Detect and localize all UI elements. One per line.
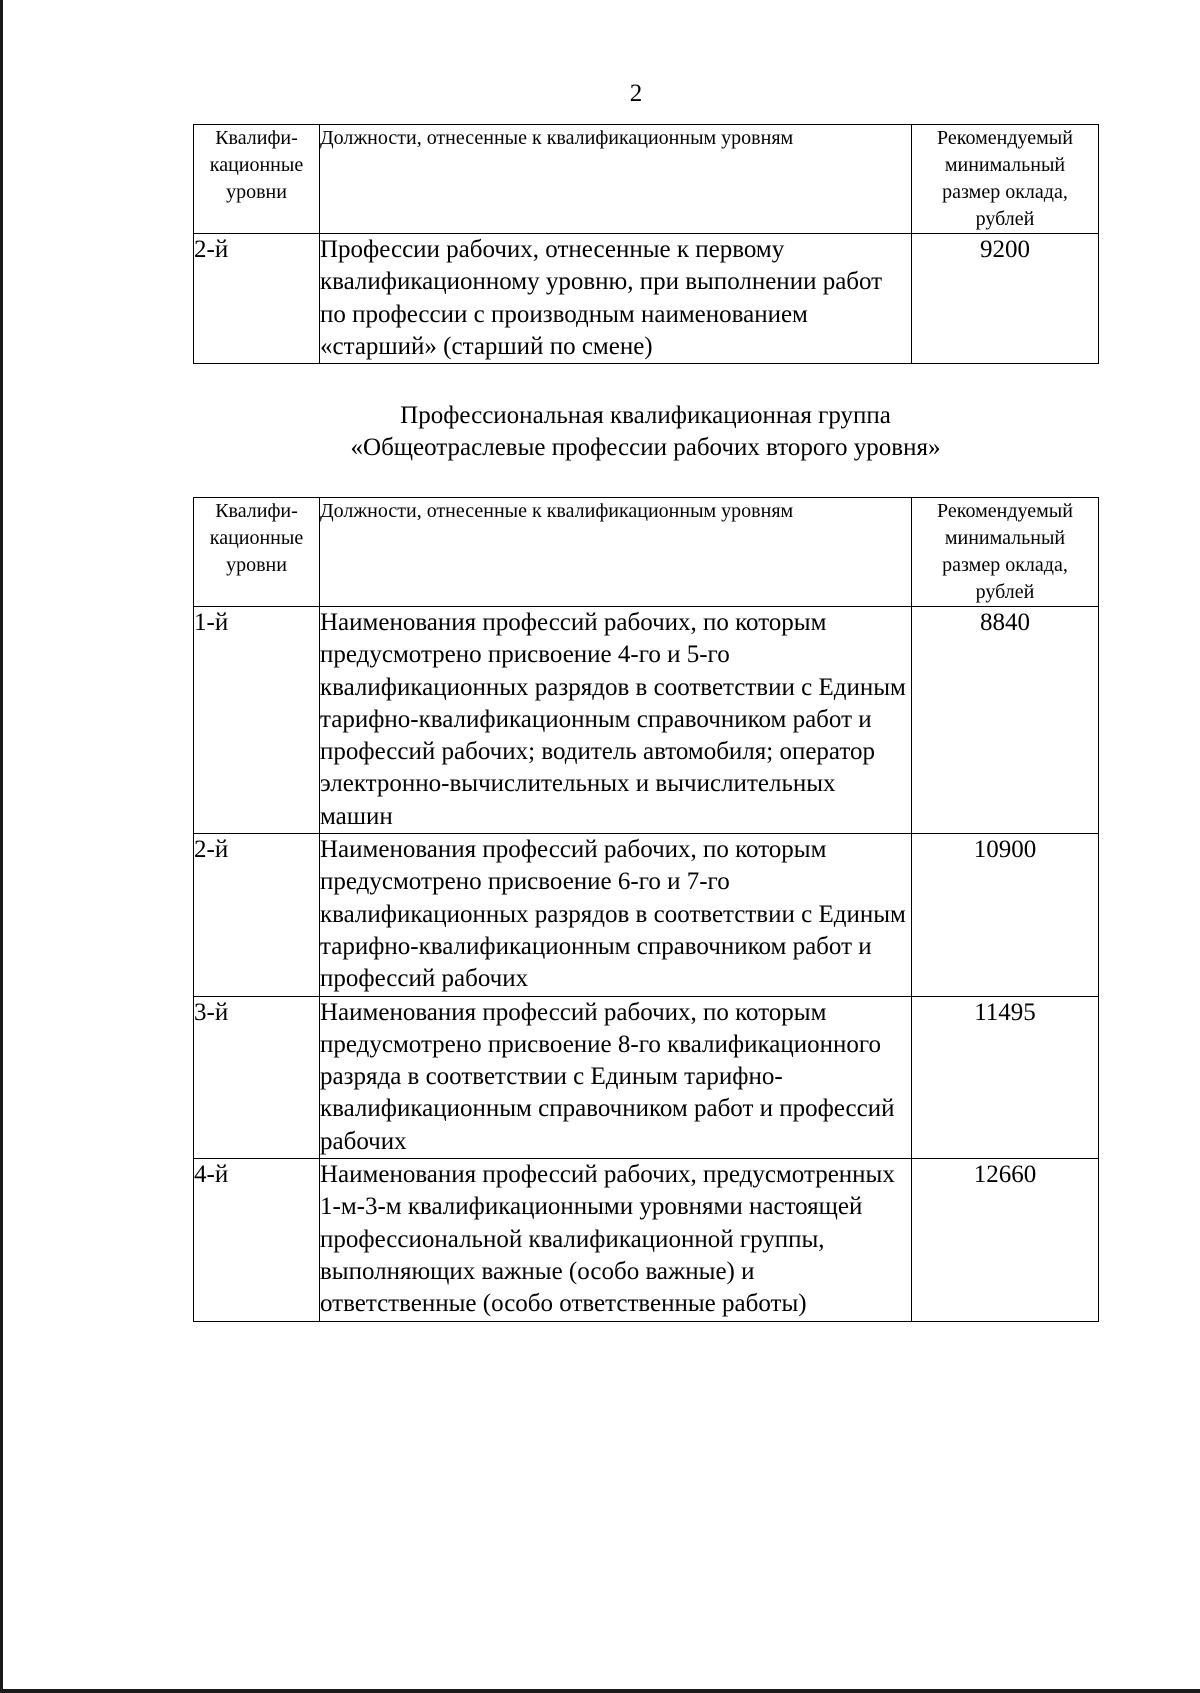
row-description: Наименования профессий рабочих, по которым предусмотрено присвоение 8-го квалификационного разряда в соответствии с Единым тарифно-квалификационным справочником работ и профессий рабочих xyxy=(320,996,912,1158)
salary-table-continued xyxy=(193,124,1099,364)
table-header-row xyxy=(194,498,1099,607)
row-level: 2-й xyxy=(194,834,320,996)
table-row xyxy=(194,834,1099,996)
row-description: Наименования профессий рабочих, предусмотренных 1-м-3-м квалификационными уровнями настоящей профессиональной квалификационной группы, выполняющих важные (особо важные) и ответственные (особо ответственные работы) xyxy=(320,1159,912,1321)
header-salary: Рекомендуемый минимальный размер оклада, рублей xyxy=(912,125,1099,234)
header-positions: Должности, отнесенные к квалификационным уровням xyxy=(320,125,912,234)
row-salary: 11495 xyxy=(912,996,1099,1158)
table-row xyxy=(194,607,1099,834)
row-description: Наименования профессий рабочих, по которым предусмотрено присвоение 6-го и 7-го квалификационных разрядов в соответствии с Единым тарифно-квалификационным справочником работ и профессий рабочих xyxy=(320,834,912,996)
table-row xyxy=(194,234,1099,364)
row-level: 3-й xyxy=(194,996,320,1158)
header-positions: Должности, отнесенные к квалификационным уровням xyxy=(320,498,912,607)
scan-edge-left xyxy=(0,0,3,1693)
row-salary: 8840 xyxy=(912,607,1099,834)
header-level: Квалифи- кационные уровни xyxy=(194,125,320,234)
table-row xyxy=(194,1159,1099,1321)
group-heading-line1: Профессиональная квалификационная группа xyxy=(400,402,891,429)
salary-table-second-level xyxy=(193,497,1099,1322)
row-description: Наименования профессий рабочих, по которым предусмотрено присвоение 4-го и 5-го квалификационных разрядов в соответствии с Единым тарифно-квалификационным справочником работ и профессий рабочих; водитель автомобиля; оператор электронно-вычислительных и вычислительных машин xyxy=(320,607,912,834)
scan-edge-bottom xyxy=(0,1689,1200,1693)
row-salary: 10900 xyxy=(912,834,1099,996)
row-salary: 9200 xyxy=(912,234,1099,364)
row-level: 4-й xyxy=(194,1159,320,1321)
table-header-row xyxy=(194,125,1099,234)
row-description: Профессии рабочих, отнесенные к первому квалификационному уровню, при выполнении работ по профессии с производным наименованием «старший» (старший по смене) xyxy=(320,234,912,364)
row-level: 2-й xyxy=(194,234,320,364)
group-heading-line2: «Общеотраслевые профессии рабочих второго уровня» xyxy=(350,434,941,461)
page-number: 2 xyxy=(629,80,643,107)
header-salary: Рекомендуемый минимальный размер оклада, рублей xyxy=(912,498,1099,607)
row-salary: 12660 xyxy=(912,1159,1099,1321)
table-row xyxy=(194,996,1099,1158)
row-level: 1-й xyxy=(194,607,320,834)
group-heading xyxy=(193,400,1098,464)
header-level: Квалифи- кационные уровни xyxy=(194,498,320,607)
